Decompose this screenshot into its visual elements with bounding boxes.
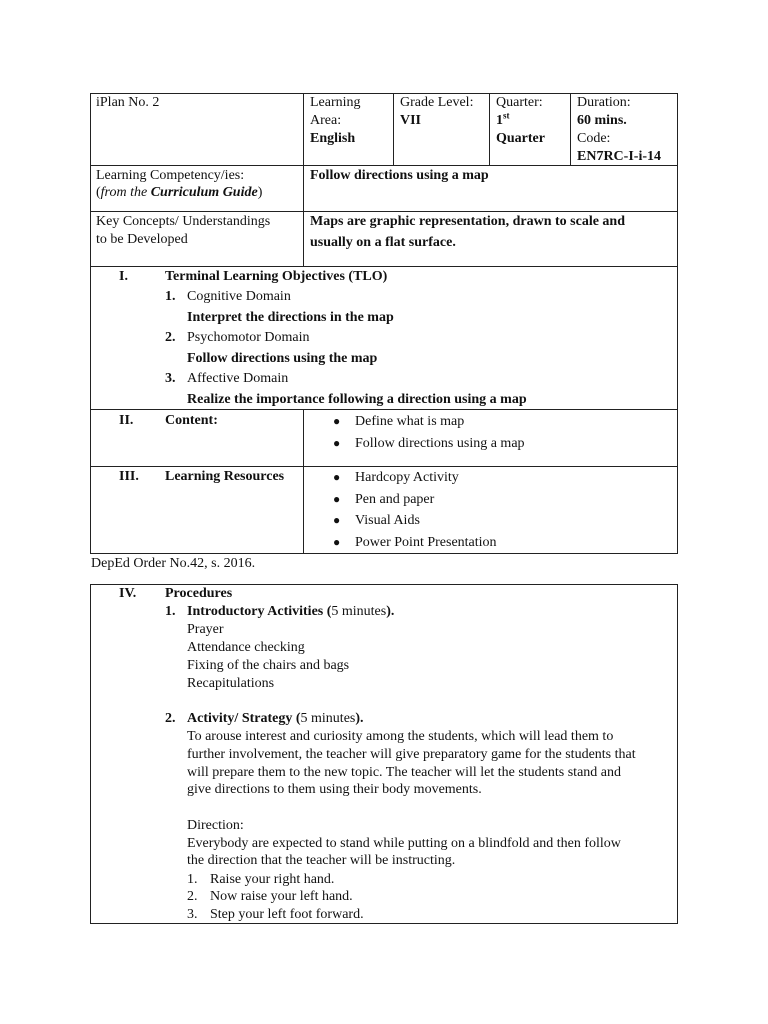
tlo-objective: Realize the importance following a direction using a map [187, 392, 527, 407]
paren-open: ( [96, 185, 101, 200]
intro-heading [187, 603, 394, 620]
competency-source [96, 184, 262, 201]
from-the-text: from the [100, 185, 151, 200]
tlo-domain: Psychomotor Domain [187, 330, 310, 345]
procedures-numeral: IV. [119, 586, 137, 601]
bullet-icon: ● [333, 436, 341, 450]
bullet-icon: ● [333, 513, 341, 527]
table-border [90, 553, 678, 554]
tlo-objective: Interpret the directions in the map [187, 310, 394, 325]
intro-title: Introductory Activities ( [187, 604, 332, 619]
table-border [90, 165, 678, 166]
intro-item: Prayer [187, 622, 224, 637]
key-concepts-label: Key Concepts/ Understandings [96, 214, 271, 229]
resources-numeral: III. [119, 469, 139, 484]
deped-order-note: DepEd Order No.42, s. 2016. [91, 556, 256, 571]
tlo-objective: Follow directions using the map [187, 351, 378, 366]
step-text: Now raise your left hand. [210, 889, 353, 904]
resources-bullet: Hardcopy Activity [355, 470, 459, 485]
key-concepts-label: to be Developed [96, 232, 188, 247]
table-border [90, 584, 91, 924]
iplan-number: iPlan No. 2 [96, 95, 160, 110]
content-bullet: Define what is map [355, 414, 465, 429]
activity-title: Activity/ Strategy ( [187, 711, 301, 726]
quarter-label: Quarter: [496, 95, 543, 110]
quarter-number: 1 [496, 113, 503, 128]
resources-bullet: Pen and paper [355, 492, 435, 507]
table-border [90, 211, 678, 212]
direction-text-line: Everybody are expected to stand while putting on a blindfold and then follow [187, 836, 621, 851]
learning-area-label: Learning [310, 95, 361, 110]
resources-bullet: Power Point Presentation [355, 535, 497, 550]
learning-area-value: English [310, 131, 356, 146]
activity-paragraph-line: further involvement, the teacher will give preparatory game for the students that [187, 747, 636, 762]
step-text: Raise your right hand. [210, 872, 335, 887]
tlo-item-number: 3. [165, 371, 176, 386]
tlo-domain: Affective Domain [187, 371, 289, 386]
table-border [90, 923, 678, 924]
tlo-numeral: I. [119, 269, 128, 284]
step-text: Step your left foot forward. [210, 907, 364, 922]
tlo-domain: Cognitive Domain [187, 289, 291, 304]
competency-value: Follow directions using a map [310, 168, 489, 183]
duration-label: Duration: [577, 95, 631, 110]
table-border [90, 409, 678, 410]
table-border [677, 584, 678, 924]
table-border [570, 93, 571, 166]
intro-item: Fixing of the chairs and bags [187, 658, 350, 673]
key-concepts-value: Maps are graphic representation, drawn to scale and [310, 214, 625, 229]
activity-paragraph-line: To arouse interest and curiosity among the students, which will lead them to [187, 729, 614, 744]
procedures-title: Procedures [165, 586, 233, 601]
step-number: 3. [187, 907, 198, 922]
paren-close: ) [257, 185, 263, 200]
table-border [90, 466, 678, 467]
activity-close: ). [355, 711, 364, 726]
step-number: 2. [187, 889, 198, 904]
curriculum-guide-text: Curriculum Guide [150, 185, 258, 200]
tlo-item-number: 1. [165, 289, 176, 304]
direction-label: Direction: [187, 818, 244, 833]
table-border [303, 409, 304, 554]
tlo-title: Terminal Learning Objectives (TLO) [165, 269, 388, 284]
table-border [677, 93, 678, 554]
activity-heading [187, 710, 364, 727]
table-border [90, 93, 91, 554]
intro-item: Recapitulations [187, 676, 275, 691]
quarter-suffix: st [503, 110, 510, 121]
activity-paragraph-line: will prepare them to the new topic. The teacher will let the students stand and [187, 765, 621, 780]
grade-level-value: VII [400, 113, 422, 128]
activity-paragraph-line: give directions to them using their body movements. [187, 782, 482, 797]
table-border [303, 93, 304, 267]
code-value: EN7RC-I-i-14 [577, 149, 661, 164]
learning-area-label: Area: [310, 113, 342, 128]
content-bullet: Follow directions using a map [355, 436, 525, 451]
content-numeral: II. [119, 413, 134, 428]
bullet-icon: ● [333, 414, 341, 428]
code-label: Code: [577, 131, 611, 146]
activity-minutes: 5 minutes [300, 711, 356, 726]
quarter-value [496, 112, 510, 129]
content-label: Content: [165, 413, 218, 428]
tlo-item-number: 2. [165, 330, 176, 345]
duration-value: 60 mins. [577, 113, 627, 128]
intro-close: ). [386, 604, 395, 619]
bullet-icon: ● [333, 535, 341, 549]
table-border [489, 93, 490, 166]
intro-number: 1. [165, 604, 176, 619]
step-number: 1. [187, 872, 198, 887]
activity-number: 2. [165, 711, 176, 726]
intro-minutes: 5 minutes [331, 604, 387, 619]
bullet-icon: ● [333, 492, 341, 506]
table-border [393, 93, 394, 166]
resources-bullet: Visual Aids [355, 513, 420, 528]
bullet-icon: ● [333, 470, 341, 484]
key-concepts-value: usually on a flat surface. [310, 235, 456, 250]
quarter-word: Quarter [496, 131, 545, 146]
competency-label: Learning Competency/ies: [96, 168, 245, 183]
grade-level-label: Grade Level: [400, 95, 474, 110]
resources-label: Learning Resources [165, 469, 285, 484]
table-border [90, 266, 678, 267]
direction-text-line: the direction that the teacher will be instructing. [187, 853, 456, 868]
intro-item: Attendance checking [187, 640, 305, 655]
